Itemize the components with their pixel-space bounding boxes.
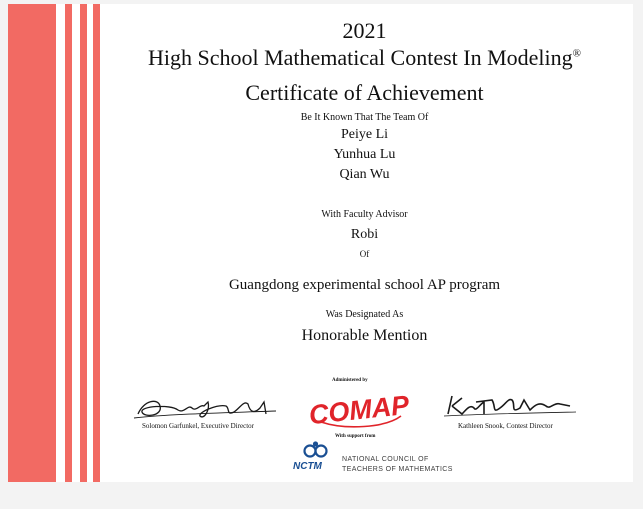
certificate-heading: Certificate of Achievement <box>245 80 484 105</box>
right-signature <box>440 392 580 422</box>
left-signature-caption: Solomon Garfunkel, Executive Director <box>142 422 254 430</box>
advisor-label: With Faculty Advisor <box>321 209 408 220</box>
of-label: Of <box>359 249 370 259</box>
nctm-name-line-2: TEACHERS OF MATHEMATICS <box>342 466 453 473</box>
decorative-stripe-wide <box>8 4 56 482</box>
right-signature-caption: Kathleen Snook, Contest Director <box>458 422 553 430</box>
team-intro: Be It Known That The Team Of <box>300 112 429 123</box>
nctm-abbreviation: NCTM <box>293 461 322 472</box>
left-signature <box>130 394 280 424</box>
team-member: Peiye Li <box>340 127 389 142</box>
comap-logo <box>307 386 411 432</box>
nctm-logo-icon <box>303 440 329 462</box>
team-member: Yunhua Lu <box>333 147 396 162</box>
decorative-stripe-2 <box>80 4 87 482</box>
award-designation: Honorable Mention <box>301 327 428 344</box>
contest-year: 2021 <box>342 18 387 43</box>
administered-by-label: Administered by <box>332 378 368 383</box>
comap-logo-text: COMAP <box>307 389 411 431</box>
decorative-stripe-3 <box>93 4 100 482</box>
school-name: Guangdong experimental school AP program <box>228 277 501 293</box>
advisor-name: Robi <box>350 227 379 242</box>
registered-mark: ® <box>572 47 582 60</box>
contest-title-text: High School Mathematical Contest In Modeling <box>147 45 573 70</box>
designation-label: Was Designated As <box>325 309 404 320</box>
team-member: Qian Wu <box>339 167 390 182</box>
support-label: With support from <box>335 434 376 439</box>
nctm-name-line-1: NATIONAL COUNCIL OF <box>342 456 429 463</box>
decorative-stripe-1 <box>65 4 72 482</box>
contest-title <box>92 45 637 71</box>
